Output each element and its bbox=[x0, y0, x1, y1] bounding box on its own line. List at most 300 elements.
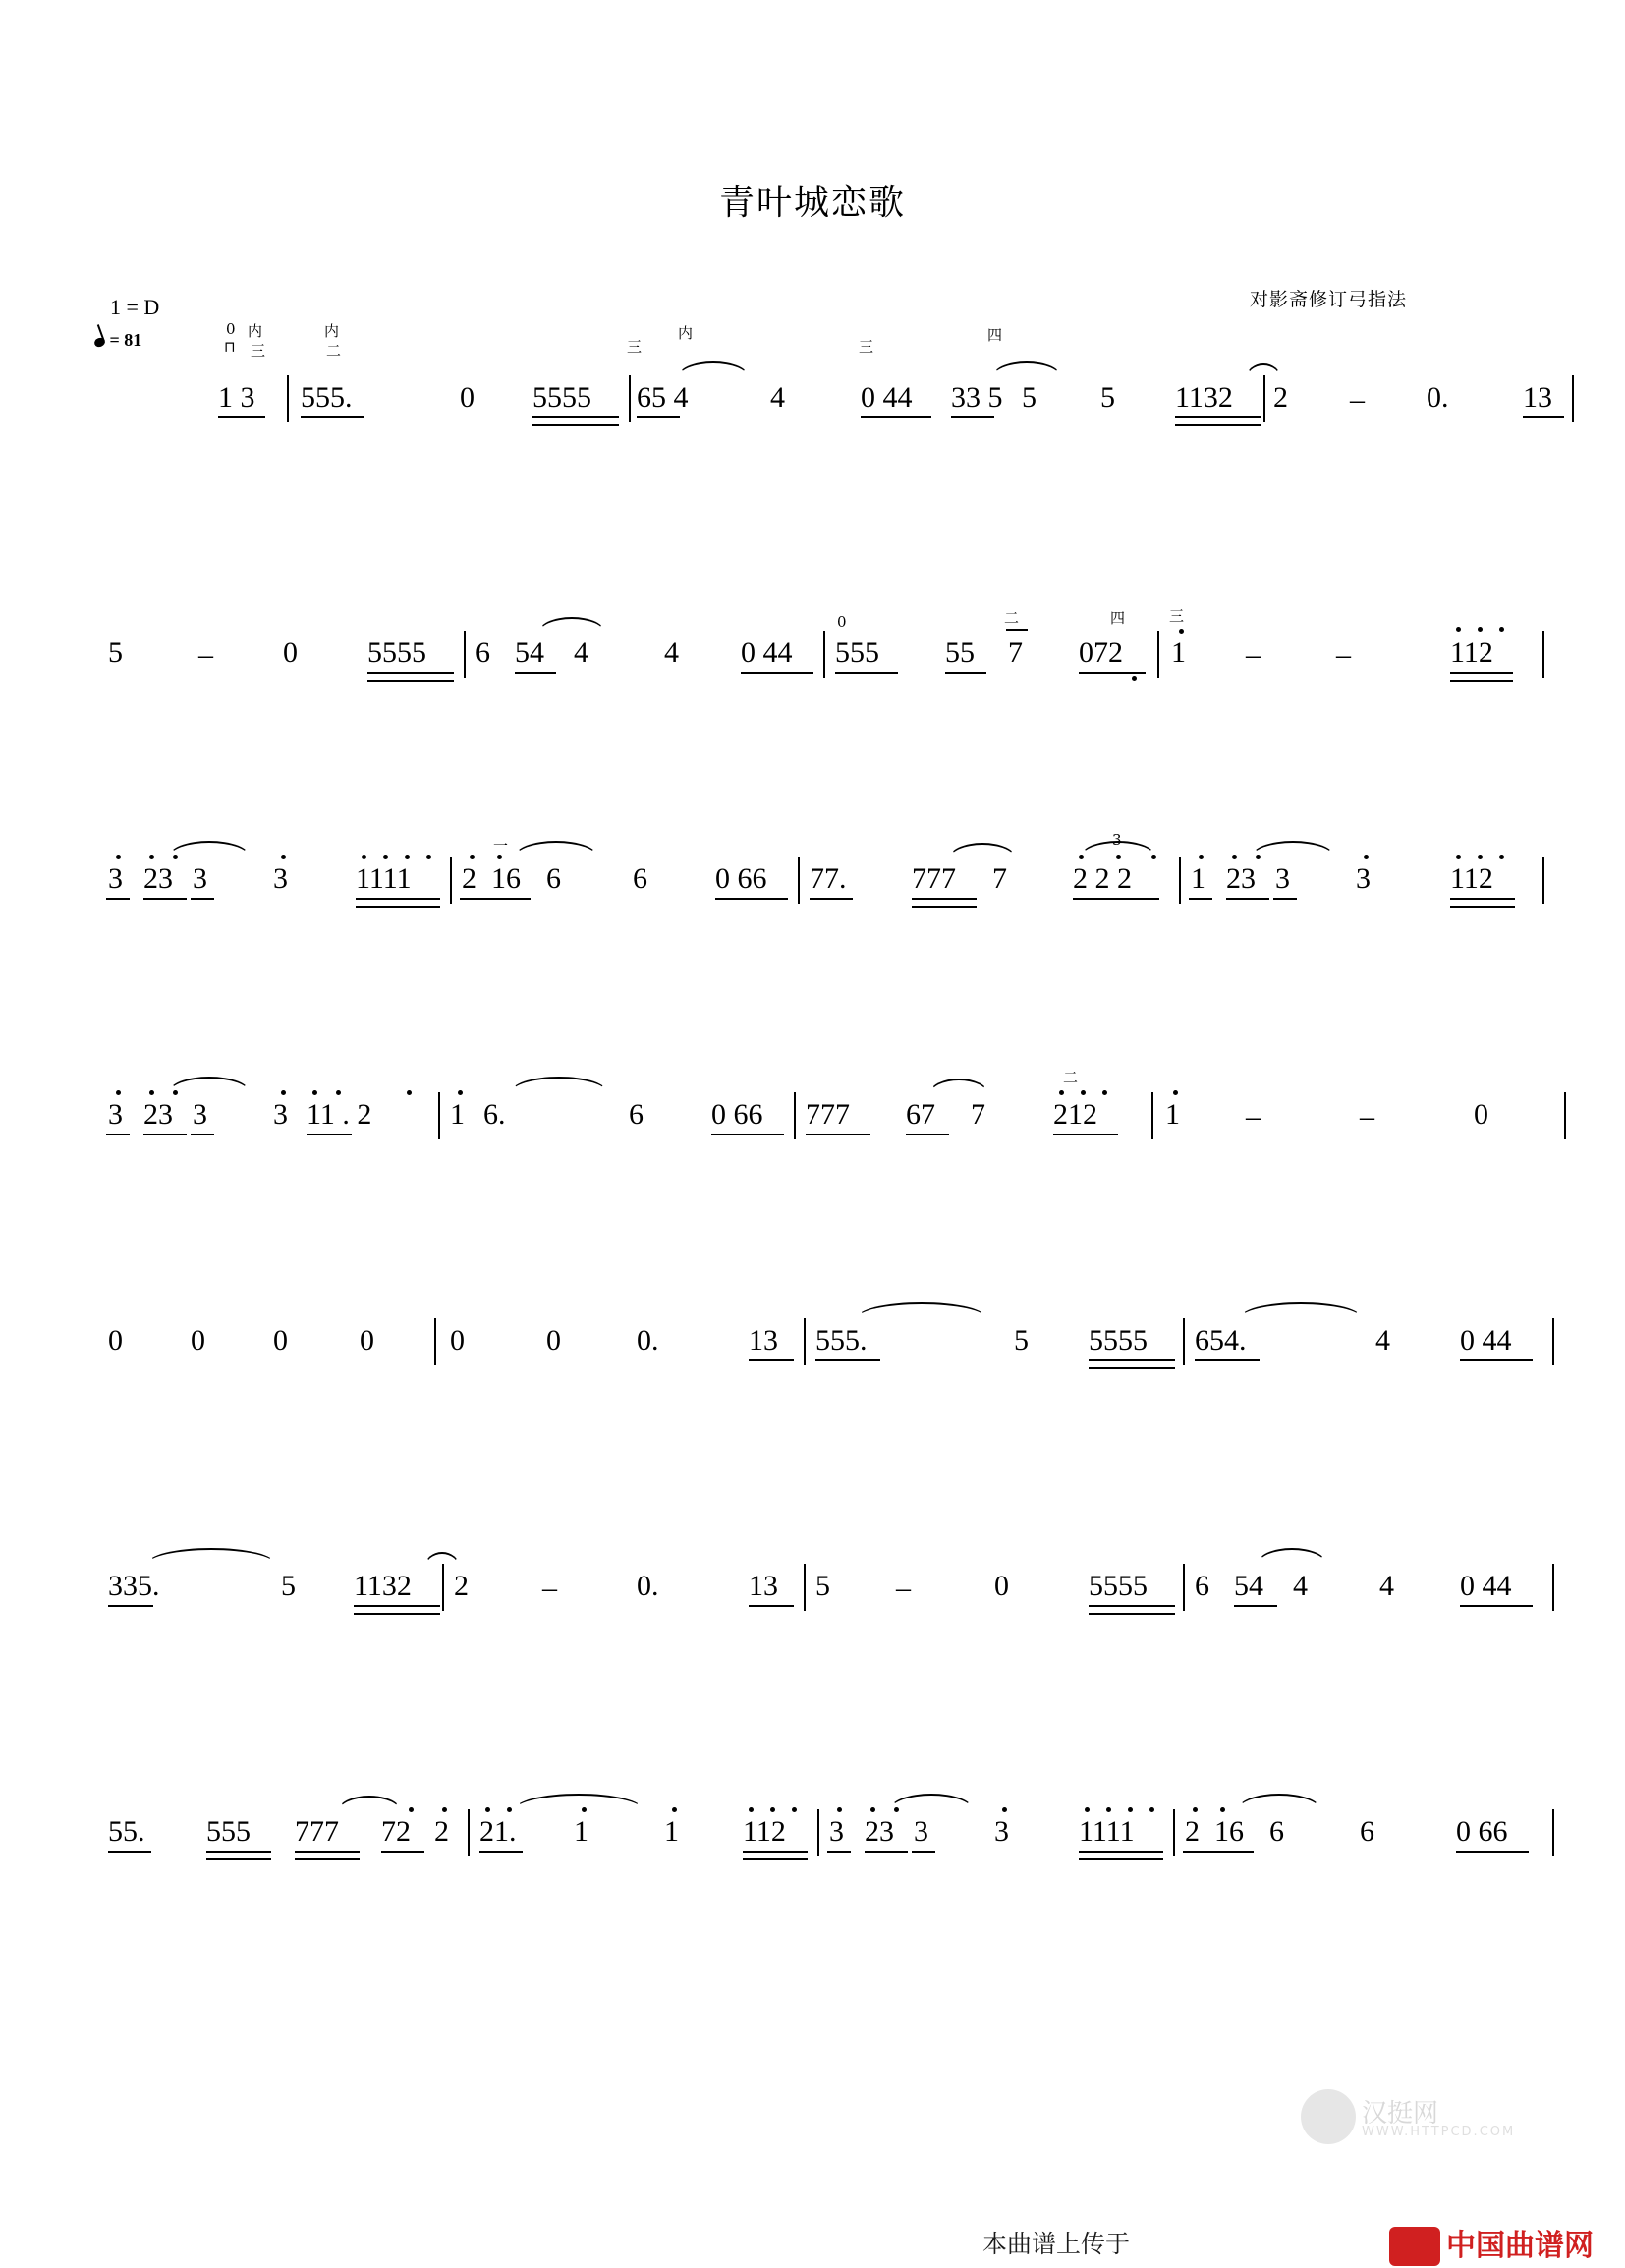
fingering-0: 0 bbox=[837, 613, 847, 631]
tie-slur bbox=[169, 841, 250, 857]
note: 1 bbox=[1165, 1098, 1180, 1131]
duration-dash: – bbox=[198, 638, 213, 671]
note-group: 0 44 bbox=[1460, 1570, 1512, 1602]
octave-dot-above bbox=[1059, 1090, 1064, 1095]
note: 4 bbox=[770, 381, 785, 414]
octave-dot-above bbox=[470, 855, 475, 859]
duration-dash: – bbox=[542, 1572, 557, 1604]
barline bbox=[1173, 1809, 1175, 1856]
note: 5 bbox=[1100, 381, 1115, 414]
beam-line bbox=[1450, 906, 1515, 908]
tie-slur bbox=[1252, 841, 1334, 857]
beam-line bbox=[356, 898, 440, 900]
note: 4 bbox=[1375, 1324, 1390, 1356]
fingering-3: 三 bbox=[1169, 607, 1185, 625]
octave-dot-below bbox=[1132, 676, 1137, 681]
note-group: 1111 bbox=[356, 862, 412, 895]
note-group: 5555 bbox=[1089, 1570, 1148, 1602]
octave-dot-above bbox=[1081, 1090, 1086, 1095]
tie-slur bbox=[992, 361, 1061, 377]
octave-dot-above bbox=[837, 1807, 842, 1812]
note-group: 5555 bbox=[1089, 1324, 1148, 1356]
beam-line bbox=[1183, 1851, 1254, 1853]
octave-dot-above bbox=[770, 1807, 775, 1812]
octave-dot-above bbox=[1179, 629, 1184, 634]
footer-note: 本曲谱上传于 bbox=[982, 2230, 1131, 2258]
octave-dot-above bbox=[149, 1090, 154, 1095]
note-group: 072 bbox=[1079, 636, 1123, 669]
note-group: 33 5 bbox=[951, 381, 1003, 414]
rest-0: 0. bbox=[1427, 381, 1449, 414]
beam-line bbox=[1523, 416, 1564, 418]
watermark bbox=[1301, 2083, 1596, 2152]
beam-line bbox=[479, 1851, 523, 1853]
note: 7 bbox=[971, 1098, 985, 1131]
tie-slur bbox=[678, 361, 749, 377]
note-group: 335. bbox=[108, 1570, 160, 1602]
bow-mark: ⊓ bbox=[224, 338, 236, 356]
beam-line bbox=[532, 416, 619, 418]
note: 4 bbox=[574, 636, 588, 669]
octave-dot-above bbox=[1232, 855, 1237, 859]
note-group: 16 bbox=[1214, 1815, 1244, 1848]
octave-dot-above bbox=[1478, 855, 1483, 859]
note-group: 654. bbox=[1195, 1324, 1247, 1356]
note-group: 6. bbox=[483, 1098, 506, 1131]
page-footer bbox=[0, 2180, 1625, 2268]
tie-slur bbox=[538, 617, 605, 633]
note: 3 bbox=[108, 862, 123, 895]
key-signature-text: 1 = D bbox=[110, 295, 160, 319]
beam-line bbox=[906, 1134, 949, 1135]
beam-line bbox=[106, 1134, 130, 1135]
tie-slur bbox=[511, 1077, 607, 1092]
tie-slur bbox=[515, 1794, 643, 1809]
note-group: 112 bbox=[1450, 862, 1493, 895]
octave-dot-above bbox=[1128, 1807, 1133, 1812]
note: 1 bbox=[664, 1815, 679, 1848]
beam-line bbox=[815, 1359, 880, 1361]
beam-line bbox=[912, 1851, 935, 1853]
note-group: 65 4 bbox=[637, 381, 689, 414]
octave-dot-above bbox=[362, 855, 366, 859]
note-group: 5555 bbox=[532, 381, 591, 414]
beam-line bbox=[827, 1851, 851, 1853]
note-group: 23 bbox=[143, 862, 173, 895]
barline bbox=[794, 1092, 796, 1139]
octave-dot-above bbox=[281, 855, 286, 859]
note-group: 13 bbox=[749, 1324, 778, 1356]
beam-line bbox=[1450, 672, 1513, 674]
beam-line bbox=[1456, 1851, 1529, 1853]
note-group: 2 2 2 bbox=[1073, 862, 1132, 895]
system-7 bbox=[0, 1788, 1625, 1906]
octave-dot-above bbox=[116, 855, 121, 859]
note: 2 bbox=[434, 1815, 449, 1848]
beam-line bbox=[532, 424, 619, 426]
note: 1 bbox=[1191, 862, 1205, 895]
octave-dot-above bbox=[1193, 1807, 1198, 1812]
barline bbox=[450, 857, 452, 904]
fingering-2: 二 bbox=[1063, 1069, 1079, 1086]
note: 5 bbox=[281, 1570, 296, 1602]
watermark-logo-icon bbox=[1301, 2089, 1356, 2144]
tie-slur bbox=[1258, 1548, 1326, 1564]
credit-line: 对影斋修订弓指法 bbox=[1249, 289, 1407, 310]
note-group: 55. bbox=[108, 1815, 145, 1848]
note: 5 bbox=[815, 1570, 830, 1602]
rest-0: 0 bbox=[191, 1324, 205, 1356]
note-group: 0 44 bbox=[741, 636, 793, 669]
beam-line bbox=[1189, 898, 1212, 900]
beam-line bbox=[1079, 672, 1146, 674]
note-group: 77. bbox=[810, 862, 847, 895]
octave-dot-above bbox=[1106, 1807, 1111, 1812]
tie-slur bbox=[424, 1552, 460, 1568]
note: 7 bbox=[1008, 636, 1023, 669]
beam-line bbox=[1175, 424, 1261, 426]
tie-slur bbox=[1238, 1794, 1320, 1809]
note-group: 555 bbox=[206, 1815, 251, 1848]
note-group: 1 3 bbox=[218, 381, 255, 414]
beam-line bbox=[749, 1359, 794, 1361]
note-group: 23 bbox=[1226, 862, 1256, 895]
duration-dash: – bbox=[896, 1572, 911, 1604]
tie-slur bbox=[929, 1079, 988, 1094]
octave-dot-above bbox=[383, 855, 388, 859]
note-group: 1132 bbox=[1175, 381, 1233, 414]
beam-line bbox=[715, 898, 788, 900]
beam-line bbox=[191, 1134, 214, 1135]
beam-line bbox=[912, 898, 977, 900]
watermark-brand: 汉挺网 bbox=[1362, 2099, 1439, 2129]
barline bbox=[1157, 631, 1159, 678]
fingering-0: 0 bbox=[226, 320, 236, 338]
rest-0: 0 bbox=[460, 381, 475, 414]
tempo-value: = 81 bbox=[109, 330, 142, 350]
barline bbox=[1572, 375, 1574, 422]
beam-line bbox=[1460, 1359, 1533, 1361]
note: 3 bbox=[1275, 862, 1290, 895]
tie-slur bbox=[1246, 363, 1281, 379]
note-group: 13 bbox=[1523, 381, 1552, 414]
octave-dot-above bbox=[1220, 1807, 1225, 1812]
octave-dot-above bbox=[1199, 855, 1204, 859]
note: 3 bbox=[273, 1098, 288, 1131]
beam-line bbox=[108, 1851, 151, 1853]
octave-dot-above bbox=[149, 855, 154, 859]
beam-line bbox=[806, 1134, 870, 1135]
tie-slur bbox=[147, 1548, 275, 1564]
rest-0: 0 bbox=[360, 1324, 374, 1356]
site-logo-icon bbox=[1389, 2227, 1440, 2266]
beam-line bbox=[143, 898, 187, 900]
beam-line bbox=[460, 898, 531, 900]
note-group: 21. bbox=[479, 1815, 517, 1848]
beam-line bbox=[1175, 416, 1261, 418]
beam-line bbox=[1073, 898, 1159, 900]
octave-dot-above bbox=[1149, 1807, 1154, 1812]
octave-dot-above bbox=[485, 1807, 490, 1812]
octave-dot-above bbox=[1499, 627, 1504, 632]
note: 1 bbox=[450, 1098, 465, 1131]
note-group: 0 44 bbox=[1460, 1324, 1512, 1356]
tempo-marking bbox=[94, 330, 141, 351]
note: 6 bbox=[1195, 1570, 1209, 1602]
octave-dot-above bbox=[1456, 855, 1461, 859]
beam-line bbox=[1089, 1613, 1175, 1615]
barline bbox=[464, 631, 466, 678]
note: 1 bbox=[574, 1815, 588, 1848]
barline bbox=[1552, 1318, 1554, 1365]
barline bbox=[1542, 631, 1544, 678]
barline bbox=[438, 1092, 440, 1139]
duration-dash: – bbox=[1360, 1100, 1374, 1133]
beam-line bbox=[1079, 1858, 1163, 1860]
rest-0: 0 bbox=[450, 1324, 465, 1356]
rest-0: 0. bbox=[637, 1324, 659, 1356]
note-group: 1132 bbox=[354, 1570, 412, 1602]
octave-dot-above bbox=[1456, 627, 1461, 632]
note: 2 bbox=[1273, 381, 1288, 414]
system-6 bbox=[0, 1542, 1625, 1660]
beam-line bbox=[1089, 1367, 1175, 1369]
beam-line bbox=[354, 1605, 440, 1607]
note: 6 bbox=[633, 862, 647, 895]
octave-dot-above bbox=[749, 1807, 754, 1812]
beam-line bbox=[1089, 1359, 1175, 1361]
note: 5 bbox=[1022, 381, 1037, 414]
note: 5 bbox=[1014, 1324, 1029, 1356]
beam-line bbox=[381, 1851, 424, 1853]
beam-line bbox=[749, 1605, 794, 1607]
note-group: 0 66 bbox=[711, 1098, 763, 1131]
octave-dot-above bbox=[1364, 855, 1369, 859]
note: 6 bbox=[1360, 1815, 1374, 1848]
octave-dot-above bbox=[442, 1807, 447, 1812]
note: 5 bbox=[108, 636, 123, 669]
note: 3 bbox=[273, 862, 288, 895]
beam-line bbox=[367, 680, 454, 682]
tie-slur bbox=[515, 841, 597, 857]
site-name: 中国曲谱网 bbox=[1446, 2229, 1594, 2263]
duration-dash: – bbox=[1246, 638, 1261, 671]
beam-line bbox=[206, 1858, 271, 1860]
note: 2 bbox=[462, 862, 476, 895]
note-group: 777 bbox=[806, 1098, 850, 1131]
system-3 bbox=[0, 831, 1625, 953]
tie-slur bbox=[1240, 1302, 1362, 1318]
beam-line bbox=[295, 1858, 360, 1860]
rest-0: 0 bbox=[273, 1324, 288, 1356]
octave-dot-above bbox=[336, 1090, 341, 1095]
fingering-2: 二 bbox=[1004, 609, 1020, 627]
barline bbox=[287, 375, 289, 422]
system-2 bbox=[0, 609, 1625, 727]
beam-line bbox=[1450, 898, 1515, 900]
note-group: 555 bbox=[835, 636, 879, 669]
rest-0: 0 bbox=[1474, 1098, 1488, 1131]
octave-dot-above bbox=[1102, 1090, 1107, 1095]
fingering-3c: 三 bbox=[859, 338, 874, 356]
barline bbox=[1151, 1092, 1153, 1139]
barline bbox=[1552, 1809, 1554, 1856]
note-group: 555. bbox=[815, 1324, 868, 1356]
note-group: 0 66 bbox=[715, 862, 767, 895]
fingering-string-inner-2: 内 bbox=[324, 322, 340, 340]
note: 2 bbox=[1185, 1815, 1200, 1848]
octave-dot-above bbox=[281, 1090, 286, 1095]
key-signature bbox=[110, 295, 159, 320]
barline bbox=[1179, 857, 1181, 904]
octave-dot-above bbox=[582, 1807, 587, 1812]
note-group: 0 44 bbox=[861, 381, 913, 414]
fingering-3b: 三 bbox=[627, 338, 643, 356]
note: 7 bbox=[992, 862, 1007, 895]
rest-0: 0. bbox=[637, 1570, 659, 1602]
beam-line bbox=[143, 1134, 187, 1135]
note-group: 1111 bbox=[1079, 1815, 1135, 1848]
octave-dot-above bbox=[792, 1807, 797, 1812]
octave-dot-above bbox=[1002, 1807, 1007, 1812]
note-group: 72 bbox=[381, 1815, 411, 1848]
barline bbox=[468, 1809, 470, 1856]
note-group: 0 66 bbox=[1456, 1815, 1508, 1848]
octave-dot-above bbox=[458, 1090, 463, 1095]
note-group: 555. bbox=[301, 381, 353, 414]
duration-dash: – bbox=[1350, 383, 1365, 415]
beam-line bbox=[1006, 629, 1028, 631]
fingering-3: 三 bbox=[251, 342, 266, 360]
beam-line bbox=[307, 1134, 352, 1135]
octave-dot-above bbox=[1499, 855, 1504, 859]
note: 4 bbox=[664, 636, 679, 669]
barline bbox=[1183, 1564, 1185, 1611]
note: 3 bbox=[1356, 862, 1371, 895]
beam-line bbox=[1460, 1605, 1533, 1607]
beam-line bbox=[356, 906, 440, 908]
duration-dash: – bbox=[1246, 1100, 1261, 1133]
octave-dot-above bbox=[1085, 1807, 1090, 1812]
beam-line bbox=[711, 1134, 784, 1135]
note-group: 112 bbox=[1450, 636, 1493, 669]
note-group: 112 bbox=[743, 1815, 786, 1848]
quarter-note-icon bbox=[93, 336, 106, 348]
triplet-3: 3 bbox=[1112, 831, 1122, 849]
note: 6 bbox=[546, 862, 561, 895]
barline bbox=[1183, 1318, 1185, 1365]
octave-dot-above bbox=[407, 1090, 412, 1095]
beam-line bbox=[1226, 898, 1269, 900]
tie-slur bbox=[338, 1796, 401, 1811]
beam-line bbox=[835, 672, 898, 674]
rest-0: 0 bbox=[994, 1570, 1009, 1602]
beam-line bbox=[106, 898, 130, 900]
note: 3 bbox=[829, 1815, 844, 1848]
note: 2 bbox=[454, 1570, 469, 1602]
beam-line bbox=[945, 672, 986, 674]
note-group: 11 . 2 bbox=[307, 1098, 372, 1131]
tie-slur bbox=[857, 1302, 986, 1318]
barline bbox=[804, 1564, 806, 1611]
rest-0: 0 bbox=[283, 636, 298, 669]
rest-0: 0 bbox=[108, 1324, 123, 1356]
note: 4 bbox=[1379, 1570, 1394, 1602]
beam-line bbox=[354, 1613, 440, 1615]
beam-line bbox=[741, 672, 813, 674]
beam-line bbox=[206, 1851, 271, 1853]
note-group: 54 bbox=[1234, 1570, 1263, 1602]
octave-dot-above bbox=[672, 1807, 677, 1812]
beam-line bbox=[865, 1851, 908, 1853]
note-group: 23 bbox=[143, 1098, 173, 1131]
beam-line bbox=[367, 672, 454, 674]
tie-slur bbox=[1081, 841, 1155, 857]
beam-line bbox=[218, 416, 265, 418]
page-title: 青叶城恋歌 bbox=[718, 183, 906, 223]
octave-dot-above bbox=[409, 1807, 414, 1812]
tie-slur bbox=[949, 843, 1016, 858]
barline bbox=[434, 1318, 436, 1365]
beam-line bbox=[637, 416, 680, 418]
note-group: 5555 bbox=[367, 636, 426, 669]
beam-line bbox=[1195, 1359, 1260, 1361]
barline bbox=[1542, 857, 1544, 904]
note-group: 23 bbox=[865, 1815, 894, 1848]
beam-line bbox=[810, 898, 853, 900]
note: 3 bbox=[108, 1098, 123, 1131]
octave-dot-above bbox=[426, 855, 431, 859]
note-group: 212 bbox=[1053, 1098, 1097, 1131]
rest-0: 0 bbox=[546, 1324, 561, 1356]
note: 4 bbox=[1293, 1570, 1308, 1602]
beam-line bbox=[951, 416, 994, 418]
octave-dot-above bbox=[1173, 1090, 1178, 1095]
note: 3 bbox=[193, 862, 207, 895]
note-group: 16 bbox=[491, 862, 521, 895]
barline bbox=[817, 1809, 819, 1856]
note-group: 67 bbox=[906, 1098, 935, 1131]
note: 6 bbox=[476, 636, 490, 669]
beam-line bbox=[1079, 1851, 1163, 1853]
barline bbox=[798, 857, 800, 904]
watermark-url: WWW.HTTPCD.COM bbox=[1362, 2125, 1516, 2139]
barline bbox=[1263, 375, 1265, 422]
beam-line bbox=[295, 1851, 360, 1853]
barline bbox=[442, 1564, 444, 1611]
octave-dot-above bbox=[116, 1090, 121, 1095]
octave-dot-above bbox=[312, 1090, 317, 1095]
octave-dot-above bbox=[405, 855, 410, 859]
beam-line bbox=[912, 906, 977, 908]
note-group: 54 bbox=[515, 636, 544, 669]
tie-slur bbox=[169, 1077, 250, 1092]
barline bbox=[823, 631, 825, 678]
barline bbox=[804, 1318, 806, 1365]
beam-line bbox=[191, 898, 214, 900]
fingering-1: 一 bbox=[493, 837, 509, 855]
note-group: 777 bbox=[295, 1815, 339, 1848]
octave-dot-above bbox=[870, 1807, 875, 1812]
fingering-string-inner: 内 bbox=[248, 322, 263, 340]
system-5 bbox=[0, 1297, 1625, 1414]
tie-slur bbox=[890, 1794, 973, 1809]
beam-line bbox=[1053, 1134, 1118, 1135]
beam-line bbox=[743, 1858, 808, 1860]
fingering-string-inner-3: 内 bbox=[678, 324, 694, 342]
note: 3 bbox=[914, 1815, 928, 1848]
note-group: 13 bbox=[749, 1570, 778, 1602]
